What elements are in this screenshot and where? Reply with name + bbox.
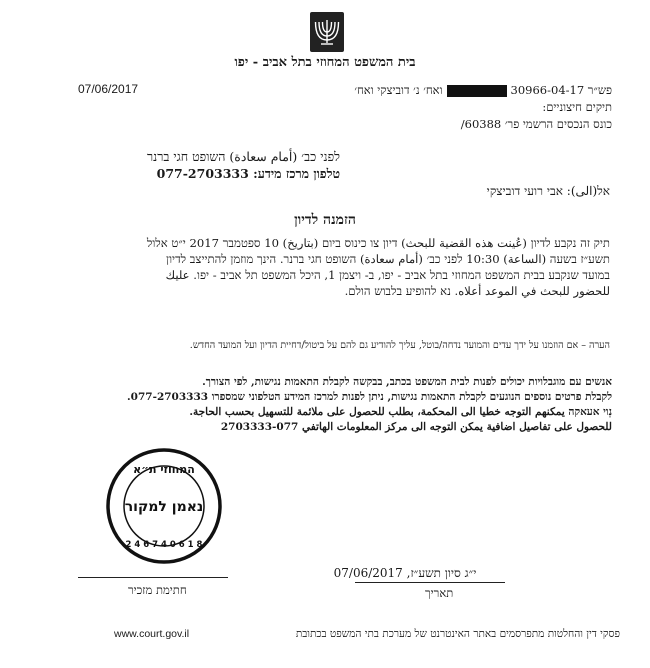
info-line: נְוי אעאקה يمكنهم التوجه خطيا الى المحكمة، بطلب للحصول على ملائمة للتسهيل بحسب الحاجة. xyxy=(189,406,612,418)
state-emblem-icon xyxy=(306,10,348,56)
stamp-center-text: נאמן למקור xyxy=(124,499,204,515)
recipient-line: אל(الى): אבי רועי דוביצקי xyxy=(486,184,610,198)
footer-text: פסקי דין והחלטות מתפרסמים באתר האינטרנט של מערכת בתי המשפט בכתובת xyxy=(295,628,620,640)
signature-line xyxy=(78,577,228,578)
case-number-line xyxy=(354,82,612,99)
page-title: הזמנה לדיון xyxy=(294,212,356,228)
paragraph-line: للحضور للبحث في الموعد أعلاه. נא להופיע בלבוש הולם. xyxy=(344,284,610,298)
receiver-line: כונס הנכסים הרשמי פר׳ 60388/ xyxy=(460,117,612,131)
external-files-label: תיקים חיצוניים: xyxy=(542,100,612,114)
stamp-top-text: המחוזי ת״א xyxy=(133,463,195,476)
paragraph-line: תיק זה נקבע לדיון (عُينت هذه القضية للبحث) דיון צו כינוס ביום (بتاريخ) 10 ספטמבר 2017 י״ט אלול xyxy=(146,236,610,250)
signature-date: י״ג סיון תשע״ז, 07/06/2017 xyxy=(333,566,477,580)
judge-line: לפני כב׳ (أمام سعادة) השופט חגי ברנר xyxy=(146,149,340,164)
paragraph-line: במועד שנקבע בבית המשפט המחוזי בתל אביב - יפו, ב- ויצמן 1, היכל המשפט תל אביב - יפו. عليك xyxy=(165,268,610,282)
hearing-paragraph xyxy=(30,235,610,299)
date-line xyxy=(355,582,505,583)
info-center-phone: טלפון מרכז מידע: 077-2703333 xyxy=(156,166,340,181)
court-stamp xyxy=(105,447,223,565)
info-line: للحصول على تفاصيل اضافية يمكن التوجه الى مركز المعلومات الهاتفي 077-2703333 xyxy=(220,421,612,433)
court-website-link[interactable]: www.court.gov.il xyxy=(114,628,190,640)
case-number: פש״ר 30966-04-17 xyxy=(510,83,612,97)
redaction-bar xyxy=(447,85,507,97)
accessibility-info xyxy=(32,375,612,435)
case-details xyxy=(354,82,612,133)
court-name: בית המשפט המחוזי בתל אביב - יפו xyxy=(234,55,416,70)
info-line: אנשים עם מוגבלויות יכולים לפנות לבית המשפט בכתב, בבקשה לקבלת התאמות נגישות, לפי הצורך. xyxy=(202,376,612,388)
stamp-bottom-number: 2 4 6 7 4 0 6 1 8 xyxy=(125,540,203,550)
paragraph-line: תשע״ז בשעה (الساعة) 10:30 לפני כב׳ (أمام سعادة) השופט חגי ברנר. הינך מוזמן להתייצב לדיון xyxy=(166,252,610,266)
case-parties: ואח׳ נ׳ דוביצקי ואח׳ xyxy=(354,83,443,97)
info-line: לקבלת פרטים נוספים הנוגעים לקבלת התאמות נגישות, ניתן לפנות למרכז המידע הטלפוני שמספרו 077-2703333. xyxy=(127,391,612,403)
signature-label: חתימת מזכיר xyxy=(128,583,187,597)
judge-block xyxy=(147,148,340,182)
witness-note: הערה – אם הוזמנו על ידך עדים והמועד נדחה/בוטל, עליך להודיע גם להם על ביטול/דחיית הדיון ועל המועד החדש. xyxy=(189,340,610,351)
date-label: תאריך xyxy=(425,586,454,600)
document-date: 07/06/2017 xyxy=(78,82,139,96)
